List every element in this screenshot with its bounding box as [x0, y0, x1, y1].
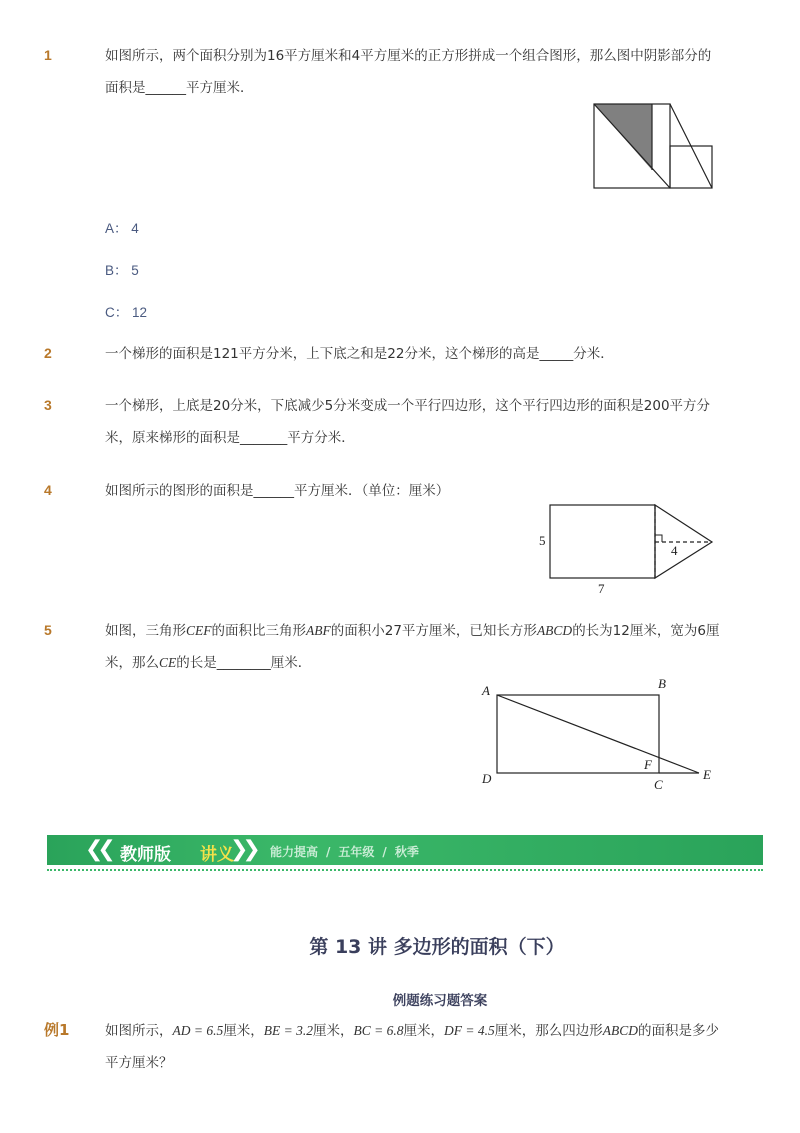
q4-label-bottom: 7 [598, 581, 605, 596]
svg-text:A: A [482, 683, 490, 698]
svg-text:E: E [703, 767, 711, 782]
question-4-text: 如图所示的图形的面积是______平方厘米．（单位：厘米） [105, 483, 450, 499]
question-3-text: 一个梯形，上底是20分米，下底减少5分米变成一个平行四边形，这个平行四边形的面积是200平方分米，原来梯形的面积是_______平方分米． [105, 398, 711, 446]
question-1-text: 如图所示，两个面积分别为16平方厘米和4平方厘米的正方形拼成一个组合图形，那么图中阴影部分的面积是______平方厘米． [105, 48, 712, 96]
question-1-option-c[interactable]: C： 12 [105, 305, 148, 320]
section-banner [47, 835, 763, 865]
banner-brand-yellow: 讲义 [200, 845, 234, 865]
section-title: 例题练习题答案 [392, 993, 488, 1009]
question-2-text: 一个梯形的面积是121平方分米，上下底之和是22分米，这个梯形的高是_____分米． [105, 346, 614, 362]
question-3-number: 3 [44, 397, 52, 413]
question-1-option-b[interactable]: B： 5 [105, 263, 139, 278]
question-4-number: 4 [44, 482, 52, 498]
question-1-number: 1 [44, 47, 52, 63]
question-5-number: 5 [44, 622, 52, 638]
svg-text:C: C [654, 777, 663, 792]
svg-text:F: F [644, 757, 652, 772]
question-1-figure [590, 100, 715, 192]
svg-text:D: D [482, 771, 492, 786]
question-1-option-a[interactable]: A： 4 [105, 221, 139, 236]
chevron-right-icon: ❯❯ [230, 837, 255, 862]
question-2-number: 2 [44, 345, 52, 361]
question-5-figure [475, 676, 725, 798]
q4-label-tri: 4 [671, 543, 678, 558]
dotted-divider [47, 869, 763, 871]
banner-brand-white: 教师版 [120, 845, 171, 865]
lecture-title: 第 13 讲 多边形的面积（下） [309, 936, 565, 958]
question-5-text: 如图，三角形CEF的面积比三角形ABF的面积小27平方厘米，已知长方形ABCD的长为12厘米，宽为6厘米，那么CE的长是________厘米． [105, 623, 720, 671]
example-1-text: 如图所示，AD = 6.5厘米，BE = 3.2厘米，BC = 6.8厘米，DF = 4.5厘米，那么四边形ABCD的面积是多少平方厘米？ [105, 1023, 719, 1071]
q4-label-height: 5 [539, 533, 546, 548]
banner-breadcrumb: 能力提高 / 五年级 / 秋季 [270, 845, 419, 859]
example-1-number: 例1 [44, 1021, 70, 1039]
chevron-left-icon: ❮❮ [85, 837, 110, 862]
svg-text:B: B [658, 676, 666, 691]
question-4-figure [530, 500, 720, 600]
